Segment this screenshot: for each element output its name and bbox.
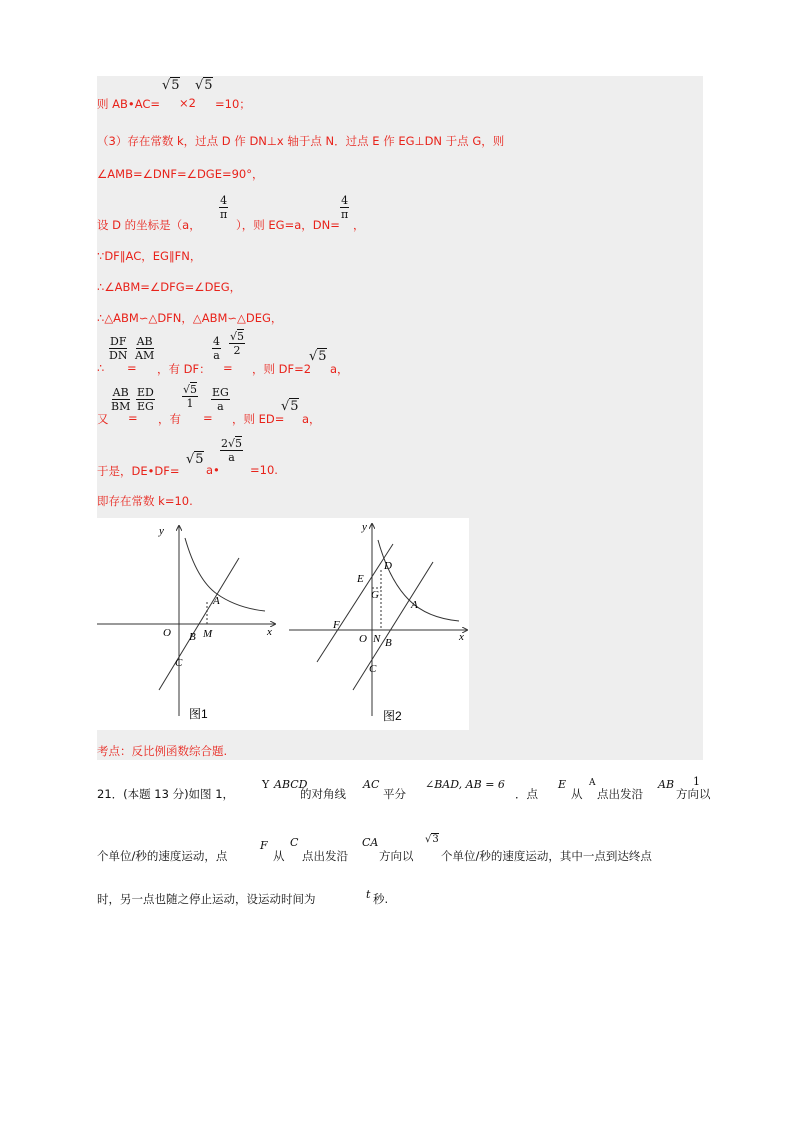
math-A: A (589, 778, 596, 788)
line-6-text: ∴∠ABM=∠DFG=∠DEG， (97, 280, 242, 294)
math-AC: AC (363, 778, 380, 791)
hyperbola-curve (185, 538, 265, 611)
problem-text: 点出发沿 (597, 787, 643, 801)
line-8-therefore: ∴ (97, 361, 105, 375)
line-4-text-a: 设 D 的坐标是（a， (97, 218, 201, 232)
sqrt-5: √5 (195, 78, 213, 93)
sqrt-5: √5 (162, 78, 180, 93)
parallelogram-symbol: Y (262, 778, 270, 791)
line-10-text-b: a• (206, 463, 220, 477)
line-8-text-f: a， (330, 362, 349, 376)
problem-text: 时，另一点也随之停止运动，设运动时间为 (97, 892, 316, 906)
figure-1 (97, 525, 275, 721)
label-A: A (411, 599, 418, 611)
label-C: C (175, 657, 183, 669)
problem-21-intro: 21．(本题 13 分)如图 1， (97, 787, 235, 801)
line-8-text-c: ，有 DF： (157, 362, 211, 376)
line-4-text-b: ），则 EG=a，DN= (236, 218, 340, 232)
label-N: N (373, 633, 381, 645)
label-B: B (385, 637, 392, 649)
line-8-text-e: ，则 DF=2 (252, 362, 312, 376)
problem-text: 的对角线 (300, 787, 346, 801)
label-M: M (203, 628, 213, 640)
line-9-again: 又 (97, 412, 109, 426)
fraction-AB-BM: $\frac{AB}{BM}$ (111, 386, 131, 413)
line-9-eq2: = (203, 411, 213, 425)
figure-area (97, 518, 469, 730)
label-G: G (371, 589, 379, 601)
label-x: x (459, 631, 464, 643)
problem-text: 从 (273, 849, 285, 863)
line-1-times: ×2 (179, 96, 196, 110)
label-O: O (163, 627, 171, 639)
fraction-sqrt5-over-1: $\frac{√5}{1}$ (183, 383, 198, 410)
problem-text: 平分 (383, 787, 406, 801)
math-C: C (290, 836, 299, 849)
figure-2 (289, 521, 467, 723)
line-10-text-a: 于是，DE•DF= (97, 464, 180, 478)
label-O: O (359, 633, 367, 645)
math-E: E (558, 778, 567, 791)
line-9-text-e: ，则 ED= (232, 412, 285, 426)
fraction-ED-EG: $\frac{ED}{EG}$ (137, 386, 154, 413)
sqrt-3: √3 (425, 834, 439, 845)
label-C: C (369, 663, 377, 675)
fraction-DF-DN: $\frac{DF}{DN}$ (109, 335, 128, 362)
line-8-eq: = (127, 361, 137, 375)
fraction-AB-AM: $\frac{AB}{AM}$ (135, 335, 155, 362)
line-1-result: =10； (215, 97, 251, 111)
label-y: y (159, 525, 164, 537)
line-7-text: ∴△ABM∽△DFN，△ABM∽△DEG， (97, 311, 283, 325)
line-5-text: ∵DF∥AC，EG∥FN， (97, 249, 202, 263)
label-A: A (213, 595, 220, 607)
problem-text: ．点 (515, 787, 538, 801)
line-10-text-c: =10. (250, 463, 278, 477)
fraction-4-over-pi: $\frac{4}{\pi}$ (341, 194, 349, 221)
math-CA: CA (362, 836, 379, 849)
label-y: y (362, 521, 367, 533)
line-2-text: （3）存在常数 k，过点 D 作 DN⊥x 轴于点 N．过点 E 作 EG⊥DN 于点 G，则 (97, 134, 505, 148)
label-F: F (333, 619, 340, 631)
math-t: t (366, 888, 371, 901)
problem-text: 个单位/秒的速度运动，其中一点到达终点 (441, 849, 652, 863)
problem-text: 秒. (373, 892, 389, 906)
math-ABCD: ABCD (274, 778, 308, 791)
problem-text: 方向以 (676, 787, 711, 801)
label-E: E (357, 573, 364, 585)
fraction-2sqrt5-over-a: $\frac{2√5}{a}$ (221, 437, 243, 464)
math-F: F (260, 839, 268, 852)
figure-1-caption: 图1 (189, 707, 208, 721)
line-8-eq2: = (223, 361, 233, 375)
problem-text: 个单位/秒的速度运动，点 (97, 849, 228, 863)
math-1: 1 (693, 775, 700, 788)
math-angle-BAD: ∠BAD, AB = 6 (425, 778, 505, 791)
fraction-4-over-a: $\frac{4}{a}$ (213, 335, 220, 362)
line-1-text: 则 AB•AC= (97, 97, 161, 111)
line-9-text-c: ，有 (158, 412, 181, 426)
line-4-text-c: ， (353, 218, 365, 232)
line-9-text-f: a， (302, 412, 321, 426)
fraction-4-over-pi: $\frac{4}{\pi}$ (220, 194, 228, 221)
line-9-eq: = (128, 411, 138, 425)
line-11-text: 即存在常数 k=10. (97, 494, 193, 508)
hyperbola-curve (378, 540, 459, 621)
fraction-EG-over-a: $\frac{EG}{a}$ (212, 386, 229, 413)
kaodian-text: 考点：反比例函数综合题. (97, 744, 228, 758)
label-B: B (189, 631, 196, 643)
math-AB: AB (658, 778, 675, 791)
sqrt-5: √5 (281, 399, 299, 414)
sqrt-5: √5 (309, 349, 327, 364)
problem-text: 点出发沿 (302, 849, 348, 863)
line-3-text: ∠AMB=∠DNF=∠DGE=90°， (97, 167, 264, 181)
sqrt-5: √5 (186, 452, 204, 467)
figure-2-caption: 图2 (383, 709, 402, 723)
label-x: x (267, 626, 272, 638)
line-AC (353, 562, 433, 690)
problem-text: 从 (571, 787, 583, 801)
problem-text: 方向以 (379, 849, 414, 863)
fraction-sqrt5-over-2: $\frac{√5}{2}$ (230, 330, 245, 357)
figure-graphs (97, 518, 469, 730)
label-D: D (384, 560, 392, 572)
